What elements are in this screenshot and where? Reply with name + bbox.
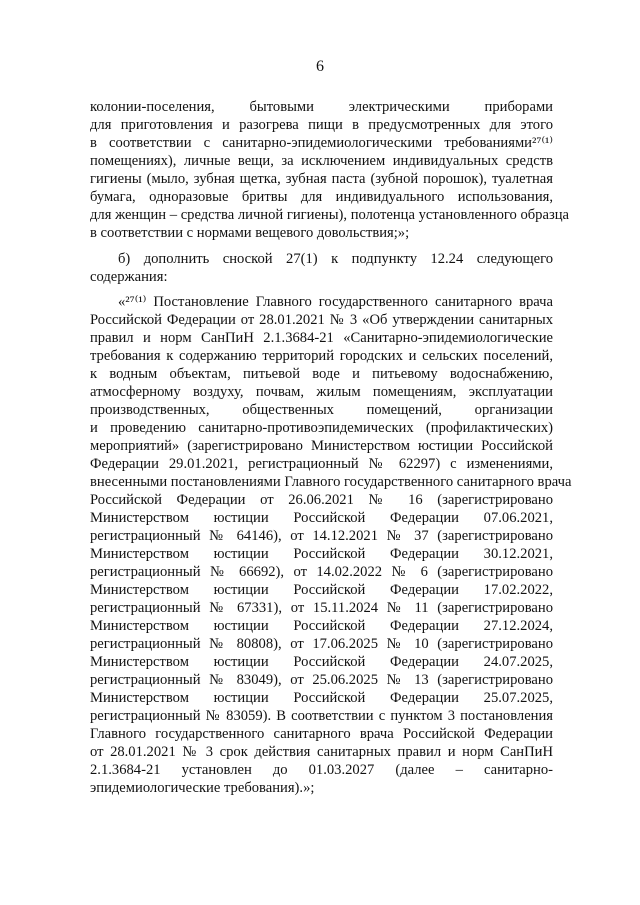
text-line: от 28.01.2021 № 3 срок действия санитарных правил и норм СанПиН [90,744,553,760]
footnote-27-1-text [90,293,572,797]
text-line: для женщин – средства личной гигиены), полотенца установленного образца [90,207,570,223]
text-line: регистрационный № 80808), от 17.06.2025 № 10 (зарегистрировано [90,636,553,652]
text-line: Министерством юстиции Российской Федерации 17.02.2022, [90,582,553,598]
text-line: колонии-поселения, бытовыми электрическими приборами [90,99,553,115]
text-line: регистрационный № 83049), от 25.06.2025 № 13 (зарегистрировано [90,672,553,688]
text-line: и проведению санитарно-противоэпидемических (профилактических) [90,420,553,436]
text-line: внесенными постановлениями Главного государственного санитарного врача [90,474,572,490]
text-line: Главного государственного санитарного врача Российской Федерации [90,726,553,742]
text-line: Федерации 29.01.2021, регистрационный № 62297) с изменениями, [90,456,553,472]
text-line: производственных, общественных помещений, организации [90,402,553,418]
text-line: к водным объектам, питьевой воде и питьевому водоснабжению, [90,366,553,382]
text-line: б) дополнить сноской 27(1) к подпункту 12.24 следующего [118,251,553,267]
text-line: регистрационный № 67331), от 15.11.2024 № 11 (зарегистрировано [90,600,553,616]
text-line: для приготовления и разогрева пищи в предусмотренных для этого [90,117,553,133]
text-line: атмосферному воздуху, почвам, жилым помещениям, эксплуатации [90,384,553,400]
text-line: помещениях), личные вещи, за исключением индивидуальных средств [90,153,553,169]
text-line: 2.1.3684-21 установлен до 01.03.2027 (далее – санитарно- [90,762,553,778]
text-line: мероприятий» (зарегистрировано Министерством юстиции Российской [90,438,553,454]
text-line: Министерством юстиции Российской Федерации 07.06.2021, [90,510,553,526]
text-line: регистрационный № 83059). В соответствии с пунктом 3 постановления [90,708,553,724]
text-line: Министерством юстиции Российской Федерации 25.07.2025, [90,690,553,706]
text-line: регистрационный № 66692), от 14.02.2022 № 6 (зарегистрировано [90,564,553,580]
text-line: содержания: [90,269,168,285]
paragraph-continuation [90,98,570,242]
text-line: Министерством юстиции Российской Федерации 30.12.2021, [90,546,553,562]
text-line: Российской Федерации от 28.01.2021 № 3 «Об утверждении санитарных [90,312,553,328]
text-line: требования к содержанию территорий городских и сельских поселений, [90,348,553,364]
text-line: регистрационный № 64146), от 14.12.2021 № 37 (зарегистрировано [90,528,553,544]
text-line: «²⁷⁽¹⁾ Постановление Главного государственного санитарного врача [118,294,553,310]
text-line: Министерством юстиции Российской Федерации 24.07.2025, [90,654,553,670]
text-line: в соответствии с нормами вещевого довольствия;»; [90,225,410,241]
text-line: Министерством юстиции Российской Федерации 27.12.2024, [90,618,553,634]
text-line: гигиены (мыло, зубная щетка, зубная паста (зубной порошок), туалетная [90,171,553,187]
text-line: правил и норм СанПиН 2.1.3684-21 «Санитарно-эпидемиологические [90,330,553,346]
page-number: 6 [316,58,324,75]
text-line: эпидемиологические требования).»; [90,780,315,796]
paragraph-amendment-b [90,250,553,286]
text-line: Российской Федерации от 26.06.2021 № 16 (зарегистрировано [90,492,553,508]
text-line: бумага, одноразовые бритвы для индивидуального использования, [90,189,553,205]
text-line: в соответствии с санитарно-эпидемиологическими требованиями²⁷⁽¹⁾ [90,135,553,151]
